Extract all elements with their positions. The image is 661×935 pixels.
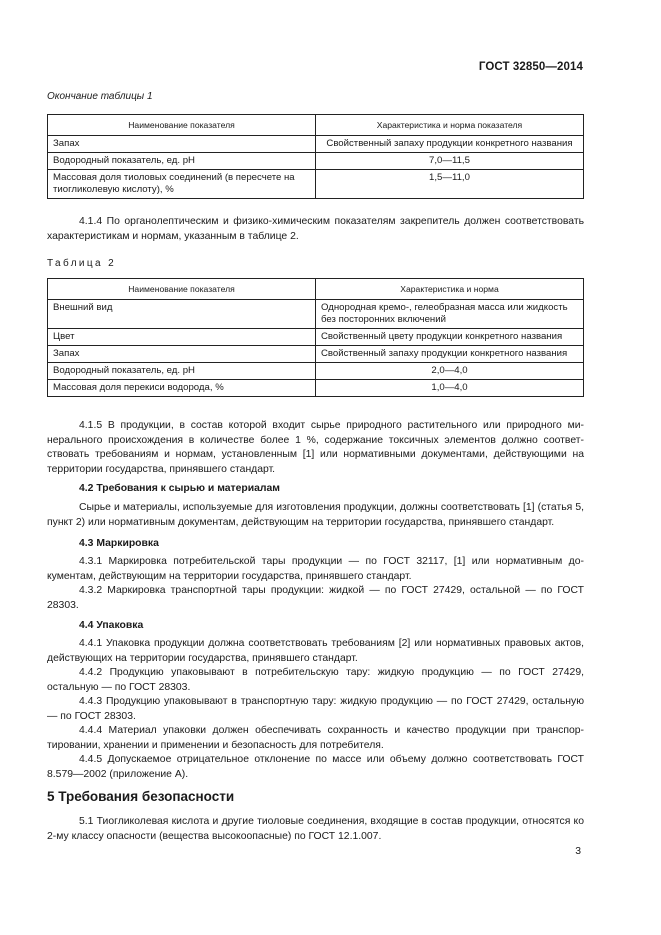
table2-header: Наименование показателя bbox=[48, 279, 316, 300]
table-cell: 1,0—4,0 bbox=[316, 380, 584, 397]
section-4-4-heading: 4.4 Упаковка bbox=[79, 620, 144, 631]
section-4-2-heading: 4.2 Требования к сырью и материалам bbox=[79, 483, 280, 494]
table-row bbox=[48, 153, 584, 170]
table-row bbox=[48, 136, 584, 153]
paragraph-4-4-4: 4.4.4 Материал упаковки должен обеспечивать сохранность и качество продукции при транспортировании, хранении и применении и безопасность для потребителя. bbox=[47, 725, 584, 751]
paragraph-5-1: 5.1 Тиогликолевая кислота и другие тиоловые соединения, входящие в состав продукции, относятся ко 2-му классу опасности (вещества высокоопасные) по ГОСТ 12.1.007. bbox=[47, 816, 584, 842]
table-cell: 1,5—11,0 bbox=[316, 170, 584, 199]
table-cell: Свойственный запаху продукции конкретного названия bbox=[316, 346, 584, 363]
paragraph-4-3-2: 4.3.2 Маркировка транспортной тары продукции: жидкой — по ГОСТ 27429, остальной — по ГОСТ 28303. bbox=[47, 585, 584, 611]
table-cell: Массовая доля тиоловых соединений (в пересчете на тиогликолевую кислоту), % bbox=[48, 170, 316, 199]
table-row bbox=[48, 363, 584, 380]
table2-header-row bbox=[48, 279, 584, 300]
table-row bbox=[48, 346, 584, 363]
standard-designation: ГОСТ 32850—2014 bbox=[478, 61, 583, 73]
table-cell: 7,0—11,5 bbox=[316, 153, 584, 170]
paragraph-4-1-5: 4.1.5 В продукции, в состав которой входит сырье природного растительного или природного минерального происхождения в количестве более 1 %, содержание токсичных элементов должно соответствовать требованиям и нормам, установленным [1] или нормативными документами, действующими на территории государства, принявшего стандарт. bbox=[47, 420, 584, 475]
paragraph-4-4-3: 4.4.3 Продукцию упаковывают в транспортную тару: жидкую продукцию — по ГОСТ 27429, остальную — по ГОСТ 28303. bbox=[47, 696, 584, 722]
table-cell: Запах bbox=[48, 136, 316, 153]
table-cell: Водородный показатель, ед. рН bbox=[48, 363, 316, 380]
table1-header: Наименование показателя bbox=[48, 115, 316, 136]
table-cell: Запах bbox=[48, 346, 316, 363]
table-cell: Однородная кремо-, гелеобразная масса или жидкость без посторонних включений bbox=[316, 300, 584, 329]
paragraph-4-1-4: 4.1.4 По органолептическим и физико-химическим показателям закрепитель должен соответствовать характеристикам и нормам, указанным в таблице 2. bbox=[47, 216, 584, 242]
table1-header: Характеристика и норма показателя bbox=[316, 115, 584, 136]
table1 bbox=[47, 114, 584, 199]
paragraph-4-4-5: 4.4.5 Допускаемое отрицательное отклонение по массе или объему должно соответствовать ГОСТ 8.579—2002 (приложение А). bbox=[47, 754, 584, 780]
table-cell: Свойственный запаху продукции конкретного названия bbox=[316, 136, 584, 153]
table-row bbox=[48, 329, 584, 346]
paragraph-4-3-1: 4.3.1 Маркировка потребительской тары продукции — по ГОСТ 32117, [1] или нормативным документам, действующим на территории государства, принявшего стандарт. bbox=[47, 556, 584, 582]
table2 bbox=[47, 278, 584, 397]
section-5-heading: 5 Требования безопасности bbox=[47, 789, 235, 804]
table1-header-row bbox=[48, 115, 584, 136]
section-4-3-heading: 4.3 Маркировка bbox=[79, 538, 159, 549]
table2-caption: Таблица 2 bbox=[47, 258, 117, 269]
table-row bbox=[48, 380, 584, 397]
section-4-2-text: Сырье и материалы, используемые для изготовления продукции, должны соответствовать [1] (статья 5, пункт 2) или нормативным документам, действующим на территории государства, принявшего стандарт. bbox=[47, 502, 584, 528]
paragraph-4-4-1: 4.4.1 Упаковка продукции должна соответствовать требованиям [2] или нормативных правовых актов, действующих на территории государства, принявшего стандарт. bbox=[47, 638, 584, 664]
table2-header: Характеристика и норма bbox=[316, 279, 584, 300]
table-cell: Водородный показатель, ед. рН bbox=[48, 153, 316, 170]
page-number: 3 bbox=[575, 846, 581, 857]
table1-caption: Окончание таблицы 1 bbox=[47, 91, 153, 102]
table-cell: 2,0—4,0 bbox=[316, 363, 584, 380]
table-cell: Внешний вид bbox=[48, 300, 316, 329]
table-cell: Массовая доля перекиси водорода, % bbox=[48, 380, 316, 397]
table-row bbox=[48, 170, 584, 199]
paragraph-4-4-2: 4.4.2 Продукцию упаковывают в потребительскую тару: жидкую продукцию — по ГОСТ 27429, остальную — по ГОСТ 28303. bbox=[47, 667, 584, 693]
table-cell: Свойственный цвету продукции конкретного названия bbox=[316, 329, 584, 346]
table-cell: Цвет bbox=[48, 329, 316, 346]
table-row bbox=[48, 300, 584, 329]
